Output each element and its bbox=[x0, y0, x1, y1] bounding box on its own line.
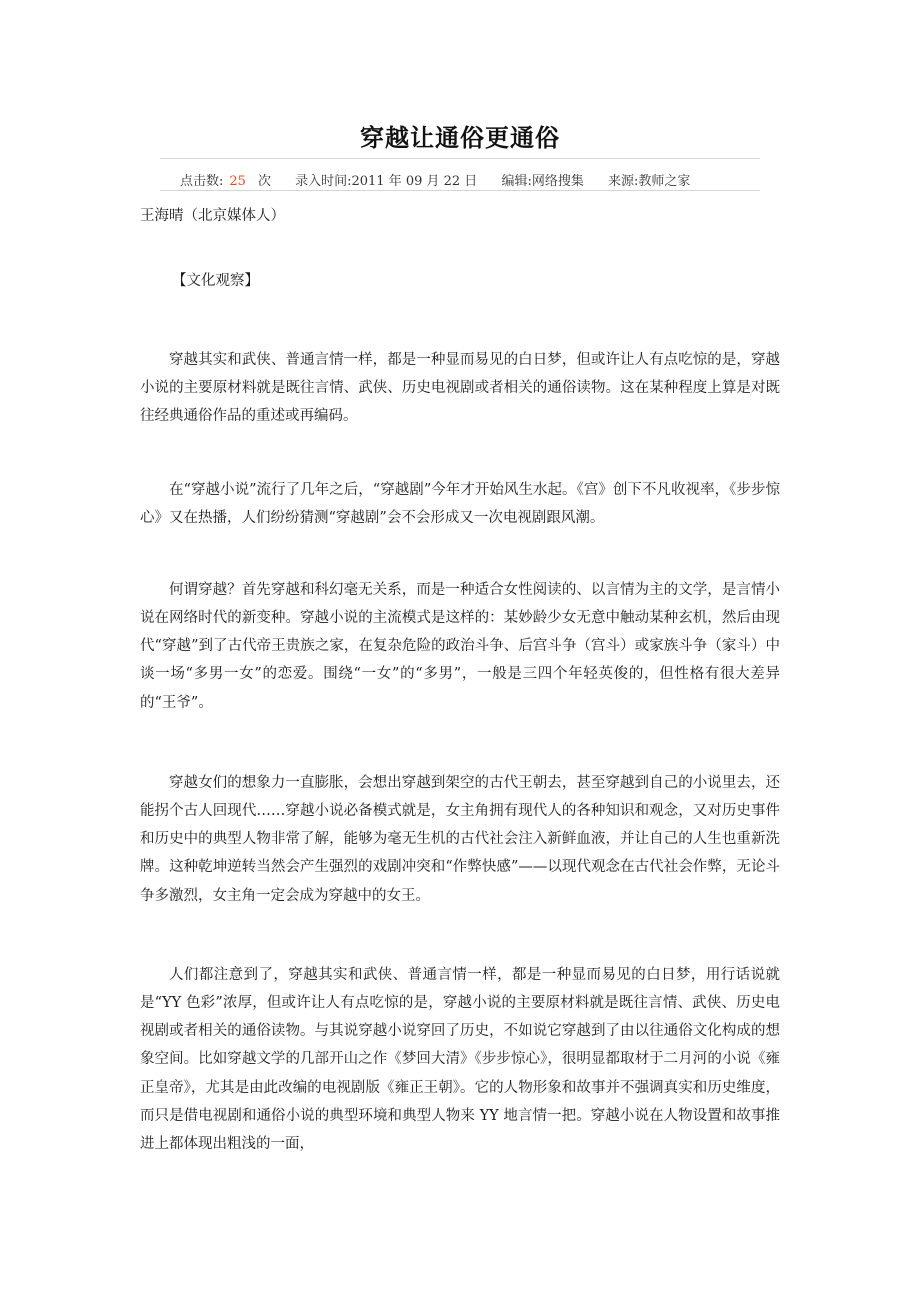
body-paragraph: 穿越女们的想象力一直膨胀，会想出穿越到架空的古代王朝去，甚至穿越到自己的小说里去，还能拐个古人回现代……穿越小说必备模式就是，女主角拥有现代人的各种知识和观念，又对历史事件和历史中的典型人物非常了解，能够为毫无生机的古代社会注入新鲜血液，并让自己的人生也重新洗牌。这种乾坤逆转当然会产生强烈的戏剧冲突和“作弊快感”——以现代观念在古代社会作弊，无论斗争多激烈，女主角一定会成为穿越中的女王。 bbox=[140, 774, 780, 904]
body-paragraph: 在“穿越小说”流行了几年之后，“穿越剧”今年才开始风生水起。《宫》创下不凡收视率，《步步惊心》又在热播，人们纷纷猜测“穿越剧”会不会形成又一次电视剧跟风潮。 bbox=[140, 481, 780, 526]
clicks-unit: 次 bbox=[257, 174, 271, 189]
author-line: 王海晴（北京媒体人） bbox=[140, 208, 285, 224]
title-divider-top bbox=[160, 158, 760, 159]
clicks-count: 25 bbox=[229, 174, 246, 189]
source: 来源:教师之家 bbox=[607, 174, 691, 189]
article-meta-bar bbox=[160, 170, 760, 189]
section-tag: 【文化观察】 bbox=[172, 273, 259, 289]
body-paragraph: 穿越其实和武侠、普通言情一样，都是一种显而易见的白日梦，但或许让人有点吃惊的是，穿越小说的主要原材料就是既往言情、武侠、历史电视剧或者相关的通俗读物。这在某种程度上算是对既往经典通俗作品的重述或再编码。 bbox=[140, 351, 780, 425]
article-title: 穿越让通俗更通俗 bbox=[360, 123, 560, 152]
body-paragraph: 何谓穿越？首先穿越和科幻毫无关系，而是一种适合女性阅读的、以言情为主的文学，是言情小说在网络时代的新变种。穿越小说的主流模式是这样的：某妙龄少女无意中触动某种玄机，然后由现代“穿越”到了古代帝王贵族之家，在复杂危险的政治斗争、后宫斗争（宫斗）或家族斗争（家斗）中谈一场“多男一女”的恋爱。围绕“一女”的“多男”，一般是三四个年轻英俊的，但性格有很大差异的“王爷”。 bbox=[140, 581, 780, 711]
clicks-label: 点击数: bbox=[180, 174, 224, 189]
body-paragraph: 人们都注意到了，穿越其实和武侠、普通言情一样，都是一种显而易见的白日梦，用行话说就是“YY 色彩”浓厚，但或许让人有点吃惊的是，穿越小说的主要原材料就是既往言情、武侠、历史电视剧或者相关的通俗读物。与其说穿越小说穿回了历史，不如说它穿越到了由以往通俗文化构成的想象空间。比如穿越文学的几部开山之作《梦回大清》《步步惊心》，很明显都取材于二月河的小说《雍正皇帝》，尤其是由此改编的电视剧版《雍正王朝》。它的人物形象和故事并不强调真实和历史维度，而只是借电视剧和通俗小说的典型环境和典型人物来 YY 地言情一把。穿越小说在人物设置和故事推进上都体现出粗浅的一面， bbox=[140, 966, 780, 1153]
title-divider-bottom bbox=[160, 190, 760, 191]
entry-time: 录入时间:2011 年 09 月 22 日 bbox=[295, 174, 478, 189]
editor: 编辑:网络搜集 bbox=[501, 174, 584, 189]
